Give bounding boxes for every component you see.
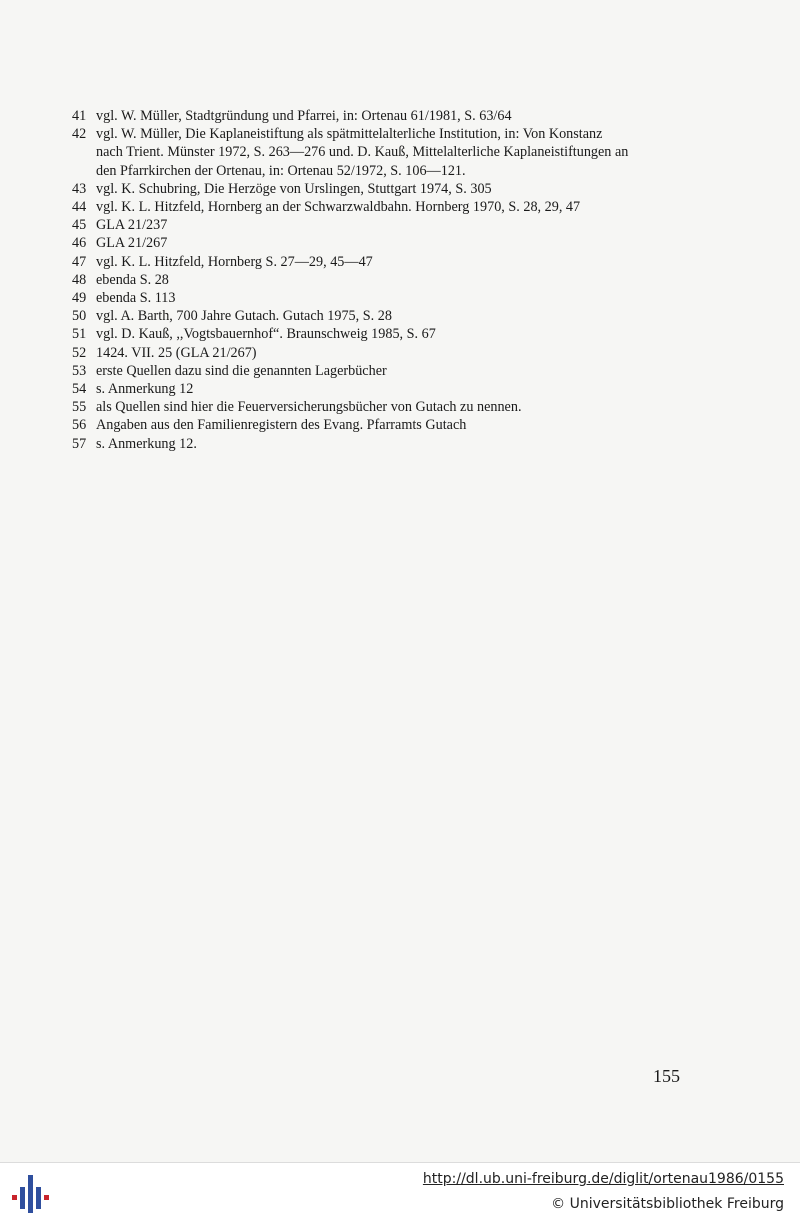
footnote-line: ebenda S. 28 — [96, 271, 169, 288]
footnote-line: s. Anmerkung 12 — [96, 381, 194, 398]
footnote-text — [96, 380, 682, 398]
footnote-line: den Pfarrkirchen der Ortenau, in: Ortenau 52/1972, S. 106—121. — [96, 162, 466, 179]
footnote — [72, 416, 682, 434]
footnote — [72, 325, 682, 343]
footnote-text — [96, 398, 682, 416]
footnote-line: 1424. VII. 25 (GLA 21/267) — [96, 344, 257, 361]
footnote — [72, 271, 682, 289]
footnote-number: 49 — [72, 290, 87, 307]
footnote — [72, 398, 682, 416]
footnote — [72, 198, 682, 216]
footnote-number: 42 — [72, 126, 87, 143]
footnote-text — [96, 253, 682, 271]
footnote-number: 44 — [72, 199, 87, 216]
copyright-notice: © Universitätsbibliothek Freiburg — [551, 1196, 784, 1212]
footnote-line: vgl. W. Müller, Stadtgründung und Pfarrei, in: Ortenau 61/1981, S. 63/64 — [96, 108, 512, 124]
footnote-text — [96, 325, 682, 343]
footnote-text — [96, 216, 682, 234]
footnote-text — [96, 416, 682, 434]
footnote-line: vgl. A. Barth, 700 Jahre Gutach. Gutach 1975, S. 28 — [96, 308, 392, 325]
footnote-number: 54 — [72, 381, 87, 398]
footnote-line: GLA 21/237 — [96, 217, 168, 234]
footnote-number: 43 — [72, 180, 87, 197]
footer-bar — [0, 1162, 800, 1221]
footnote-text — [96, 289, 682, 307]
footnote-text — [96, 307, 682, 325]
footnote — [72, 234, 682, 252]
footnote-line: als Quellen sind hier die Feuerversicherungsbücher von Gutach zu nennen. — [96, 399, 522, 416]
footnote-line: vgl. K. L. Hitzfeld, Hornberg an der Schwarzwaldbahn. Hornberg 1970, S. 28, 29, 47 — [96, 199, 581, 216]
footnote-text — [96, 125, 682, 180]
footnote-number: 45 — [72, 217, 87, 234]
footnote-line: vgl. K. L. Hitzfeld, Hornberg S. 27—29, 45—47 — [96, 253, 373, 270]
permalink-url[interactable]: http://dl.ub.uni-freiburg.de/diglit/ortenau1986/0155 — [422, 1171, 784, 1187]
footnote-text — [96, 362, 682, 380]
footnote-line: ebenda S. 113 — [96, 290, 176, 307]
footnote-number: 47 — [72, 253, 87, 270]
footnote-number: 52 — [72, 344, 87, 361]
footnote-line: vgl. K. Schubring, Die Herzöge von Urslingen, Stuttgart 1974, S. 305 — [96, 180, 492, 197]
footnote — [72, 344, 682, 362]
footnote-line: GLA 21/267 — [96, 235, 168, 252]
footnote-number: 48 — [72, 271, 87, 288]
footnote — [72, 253, 682, 271]
footnote-line: s. Anmerkung 12. — [96, 435, 197, 452]
footnotes-list — [72, 107, 682, 453]
footnote — [72, 380, 682, 398]
footnote-number: 46 — [72, 235, 87, 252]
footnote-text — [96, 180, 682, 198]
footnote-text — [96, 234, 682, 252]
footnote — [72, 216, 682, 234]
footnote — [72, 180, 682, 198]
footnote-number: 50 — [72, 308, 87, 325]
footnote-line: nach Trient. Münster 1972, S. 263—276 und. D. Kauß, Mittelalterliche Kaplaneistiftungen an — [96, 144, 629, 161]
footnote-line: vgl. D. Kauß, ,,Vogtsbauernhof“. Braunschweig 1985, S. 67 — [96, 326, 436, 343]
footnote-number: 51 — [72, 326, 87, 343]
footnote-text — [96, 435, 682, 453]
library-logo-icon — [10, 1173, 50, 1215]
footnote — [72, 125, 682, 180]
footnote-line: Angaben aus den Familienregistern des Evang. Pfarramts Gutach — [96, 417, 467, 434]
footnote-number: 55 — [72, 399, 87, 416]
footnote — [72, 435, 682, 453]
footnote-number: 53 — [72, 362, 87, 379]
footnote-text — [96, 271, 682, 289]
footnote-text — [96, 198, 682, 216]
footnote-text — [96, 344, 682, 362]
footnote-number: 57 — [72, 435, 87, 452]
footnote-number: 41 — [72, 108, 87, 124]
footnote-line: vgl. W. Müller, Die Kaplaneistiftung als spätmittelalterliche Institution, in: Von Konstanz — [96, 126, 603, 143]
footnote — [72, 362, 682, 380]
footnote-text — [96, 107, 682, 125]
footnote — [72, 307, 682, 325]
footnote — [72, 107, 682, 125]
footnote-number: 56 — [72, 417, 87, 434]
page-number: 155 — [653, 1066, 680, 1086]
footnote — [72, 289, 682, 307]
footnote-line: erste Quellen dazu sind die genannten Lagerbücher — [96, 362, 387, 379]
